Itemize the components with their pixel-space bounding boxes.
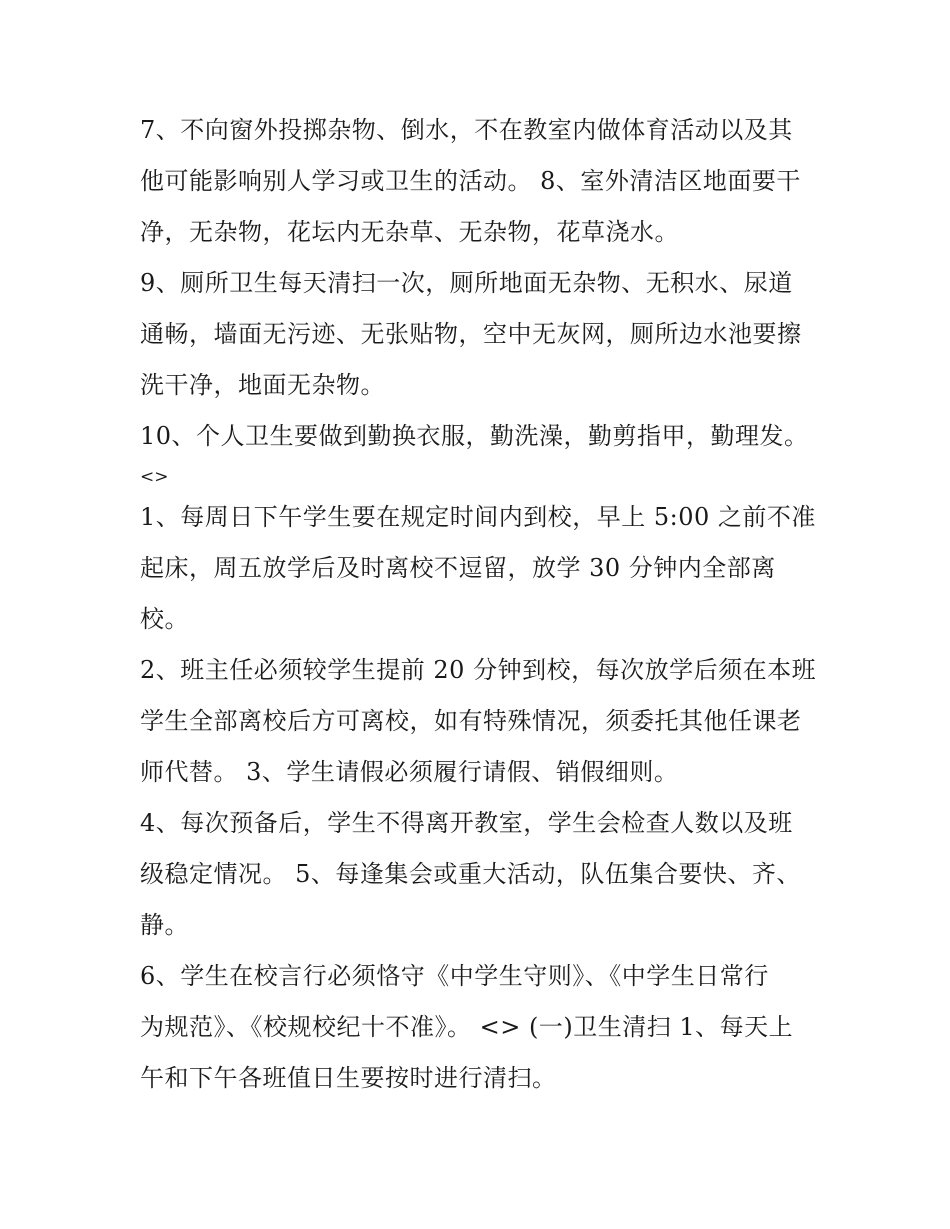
document-page [140, 105, 820, 1104]
paragraph-rule-6: 6、学生在校言行必须恪守《中学生守则》、《中学生日常行 为规范》、《校规校纪十不准》。 <> (一)卫生清扫 1、每天上 午和下午各班值日生要按时进行清扫。 [140, 962, 794, 1092]
paragraph-rule-2-3: 2、班主任必须较学生提前 20 分钟到校，每次放学后须在本班 学生全部离校后方可离校，如有特殊情况，须委托其他任课老 师代替。 3、学生请假必须履行请假、销假细则。 [140, 656, 817, 786]
paragraph-rule-10: 10、个人卫生要做到勤换衣服，勤洗澡，勤剪指甲，勤理发。 [140, 422, 809, 450]
paragraph-rule-4-5: 4、每次预备后，学生不得离开教室，学生会检查人数以及班 级稳定情况。 5、每逢集会或重大活动，队伍集合要快、齐、 静。 [140, 809, 801, 939]
section-marker: <> [140, 467, 169, 487]
paragraph-rule-9: 9、厕所卫生每天清扫一次，厕所地面无杂物、无积水、尿道 通畅，墙面无污迹、无张贴物，空中无灰网，厕所边水池要擦 洗干净，地面无杂物。 [140, 269, 802, 399]
paragraph-rule-7-8: 7、不向窗外投掷杂物、倒水，不在教室内做体育活动以及其 他可能影响别人学习或卫生的活动。 8、室外清洁区地面要干 净，无杂物，花坛内无杂草、无杂物，花草浇水。 [140, 116, 801, 246]
paragraph-rule-1: 1、每周日下午学生要在规定时间内到校，早上 5:00 之前不准 起床，周五放学后及时离校不逗留，放学 30 分钟内全部离 校。 [140, 503, 816, 633]
